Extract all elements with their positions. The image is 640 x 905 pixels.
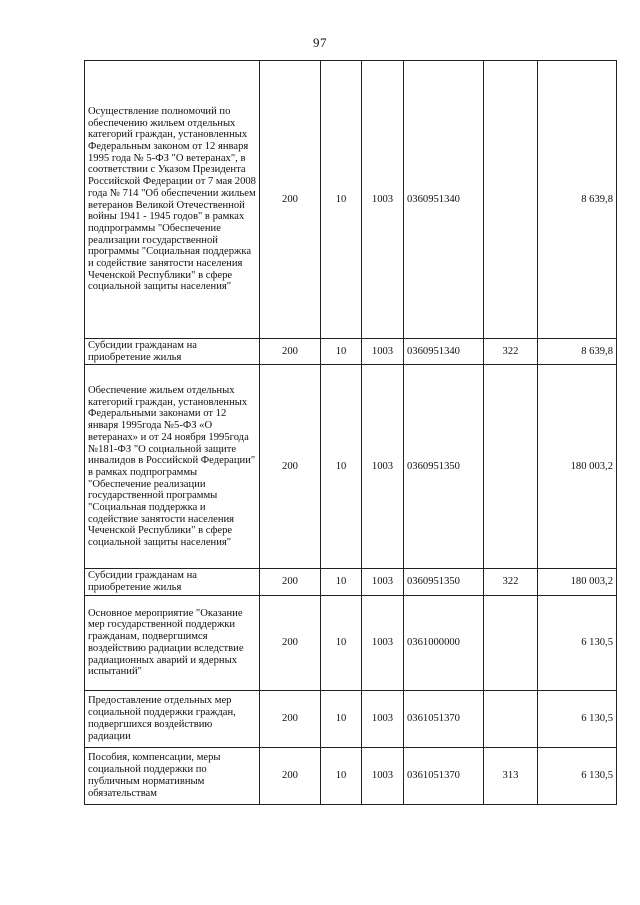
row-name: Субсидии гражданам на приобретение жилья <box>85 339 260 365</box>
ministry-code: 200 <box>260 747 321 804</box>
table-row <box>85 61 617 339</box>
target-article-code: 0360951350 <box>404 365 484 569</box>
section-code: 10 <box>321 595 362 690</box>
expense-type-code <box>484 365 538 569</box>
amount: 6 130,5 <box>538 690 617 747</box>
expense-type-code: 313 <box>484 747 538 804</box>
ministry-code: 200 <box>260 61 321 339</box>
amount: 180 003,2 <box>538 365 617 569</box>
row-name: Субсидии гражданам на приобретение жилья <box>85 569 260 595</box>
table-row <box>85 595 617 690</box>
ministry-code: 200 <box>260 339 321 365</box>
subsection-code: 1003 <box>362 690 404 747</box>
row-name: Обеспечение жильем отдельных категорий граждан, установленных Федеральными законами от 12 января 1995года №5-ФЗ «О ветеранах» и от 24 ноября 1995года №181-ФЗ "О социальной защите инвалидов в Российской Федерации" в рамках подпрограммы "Обеспечение реализации государственной программы "Социальная поддержка и содействие занятости населения Чеченской Республики" в сфере социальной защиты населения" <box>85 365 260 569</box>
ministry-code: 200 <box>260 595 321 690</box>
expense-type-code <box>484 61 538 339</box>
target-article-code: 0361000000 <box>404 595 484 690</box>
target-article-code: 0360951340 <box>404 61 484 339</box>
ministry-code: 200 <box>260 690 321 747</box>
expense-type-code <box>484 595 538 690</box>
row-name: Осуществление полномочий по обеспечению жильем отдельных категорий граждан, установленных Федеральным законом от 12 января 1995 года № 5-ФЗ "О ветеранах", в соответствии с Указом Президента Российской Федерации от 7 мая 2008 года № 714 "Об обеспечении жильем ветеранов Великой Отечественной войны 1941 - 1945 годов" в рамках подпрограммы "Обеспечение реализации государственной программы "Социальная поддержка и содействие занятости населения Чеченской Республики" в сфере социальной защиты населения" <box>85 61 260 339</box>
row-name: Основное мероприятие "Оказание мер государственной поддержки гражданам, подвергшимся воздействию радиации вследствие радиационных аварий и ядерных испытаний" <box>85 595 260 690</box>
amount: 8 639,8 <box>538 339 617 365</box>
subsection-code: 1003 <box>362 339 404 365</box>
row-name: Пособия, компенсации, меры социальной поддержки по публичным нормативным обязательствам <box>85 747 260 804</box>
subsection-code: 1003 <box>362 569 404 595</box>
budget-table <box>84 60 617 805</box>
table-row <box>85 747 617 804</box>
table-row <box>85 365 617 569</box>
amount: 180 003,2 <box>538 569 617 595</box>
table-row <box>85 339 617 365</box>
amount: 8 639,8 <box>538 61 617 339</box>
section-code: 10 <box>321 365 362 569</box>
subsection-code: 1003 <box>362 61 404 339</box>
expense-type-code: 322 <box>484 569 538 595</box>
subsection-code: 1003 <box>362 365 404 569</box>
expense-type-code: 322 <box>484 339 538 365</box>
amount: 6 130,5 <box>538 595 617 690</box>
target-article-code: 0361051370 <box>404 690 484 747</box>
page-number: 97 <box>313 35 327 50</box>
target-article-code: 0360951340 <box>404 339 484 365</box>
target-article-code: 0361051370 <box>404 747 484 804</box>
ministry-code: 200 <box>260 365 321 569</box>
section-code: 10 <box>321 690 362 747</box>
row-name: Предоставление отдельных мер социальной поддержки граждан, подвергшихся воздействию радиации <box>85 690 260 747</box>
amount: 6 130,5 <box>538 747 617 804</box>
table-row <box>85 690 617 747</box>
section-code: 10 <box>321 61 362 339</box>
target-article-code: 0360951350 <box>404 569 484 595</box>
ministry-code: 200 <box>260 569 321 595</box>
section-code: 10 <box>321 339 362 365</box>
subsection-code: 1003 <box>362 747 404 804</box>
expense-type-code <box>484 690 538 747</box>
section-code: 10 <box>321 569 362 595</box>
subsection-code: 1003 <box>362 595 404 690</box>
table-row <box>85 569 617 595</box>
section-code: 10 <box>321 747 362 804</box>
